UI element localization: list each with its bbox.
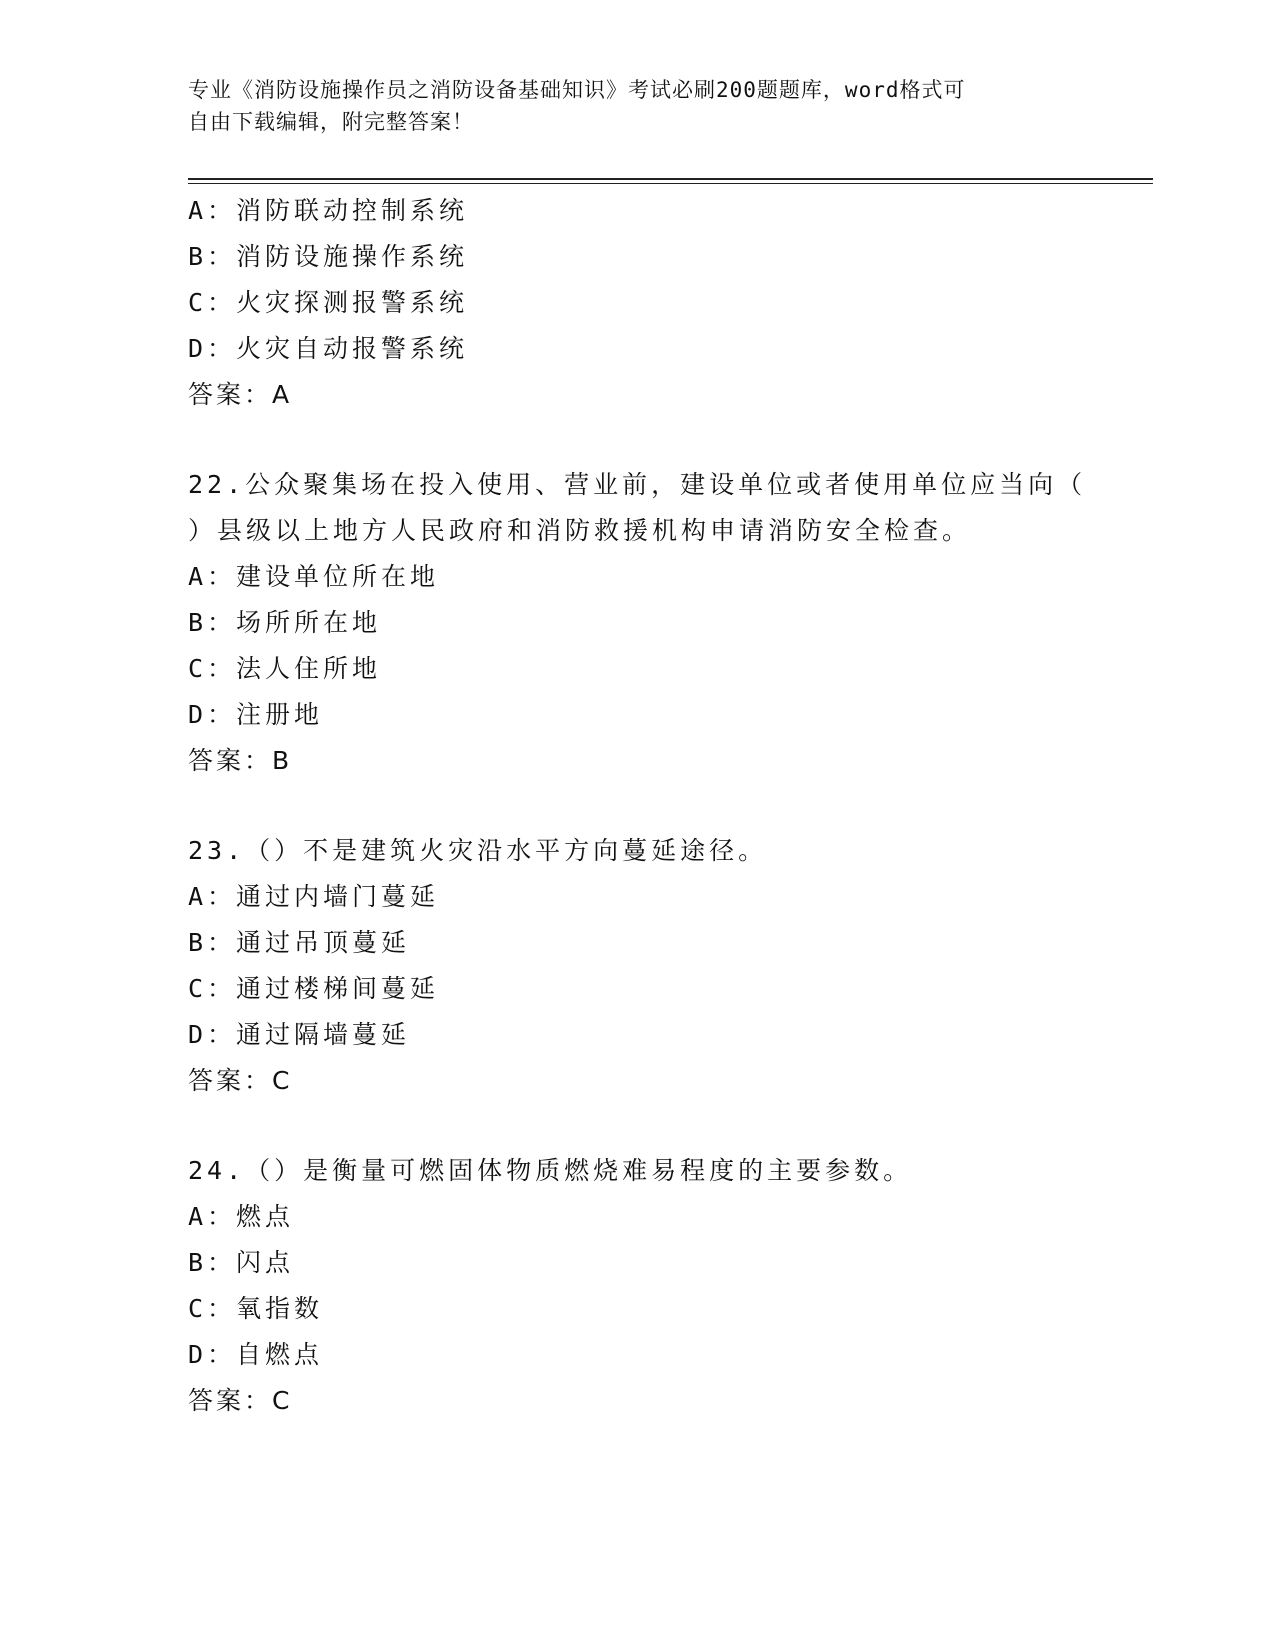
option-b: B：通过吊顶蔓延 <box>188 928 411 957</box>
option-b: B：闪点 <box>188 1248 295 1277</box>
question-stem: 24.（）是衡量可燃固体物质燃烧难易程度的主要参数。 <box>188 1156 913 1185</box>
option-a: A：通过内墙门蔓延 <box>188 882 440 911</box>
option-a: A：燃点 <box>188 1202 295 1231</box>
answer-line: 答案：C <box>188 1066 293 1095</box>
option-d: D：火灾自动报警系统 <box>188 334 469 363</box>
header-divider-thin <box>188 183 1153 184</box>
header-line-1: 专业《消防设施操作员之消防设备基础知识》考试必刷200题题库，word格式可 <box>188 78 966 102</box>
option-c: C：法人住所地 <box>188 654 382 683</box>
answer-line: 答案：C <box>188 1386 293 1415</box>
question-list <box>188 188 1088 1424</box>
option-b: B：消防设施操作系统 <box>188 242 469 271</box>
option-c: C：氧指数 <box>188 1294 324 1323</box>
option-c: C：通过楼梯间蔓延 <box>188 974 440 1003</box>
question-22 <box>188 462 1088 784</box>
header-line-2: 自由下载编辑，附完整答案！ <box>188 110 474 134</box>
option-d: D：自燃点 <box>188 1340 324 1369</box>
answer-line: 答案：B <box>188 746 293 775</box>
question-21 <box>188 188 1088 418</box>
question-23 <box>188 828 1088 1104</box>
question-stem: 22.公众聚集场在投入使用、营业前，建设单位或者使用单位应当向（ <box>188 470 1087 499</box>
answer-line: 答案：A <box>188 380 293 409</box>
option-b: B：场所所在地 <box>188 608 382 637</box>
option-c: C：火灾探测报警系统 <box>188 288 469 317</box>
question-stem: 23.（）不是建筑火灾沿水平方向蔓延途径。 <box>188 836 768 865</box>
document-header <box>188 74 1068 138</box>
question-stem-continued: ）县级以上地方人民政府和消防救援机构申请消防安全检查。 <box>188 516 972 545</box>
option-d: D：通过隔墙蔓延 <box>188 1020 411 1049</box>
option-a: A：消防联动控制系统 <box>188 196 469 225</box>
option-a: A：建设单位所在地 <box>188 562 440 591</box>
option-d: D：注册地 <box>188 700 324 729</box>
header-divider <box>188 178 1153 180</box>
question-24 <box>188 1148 1088 1424</box>
